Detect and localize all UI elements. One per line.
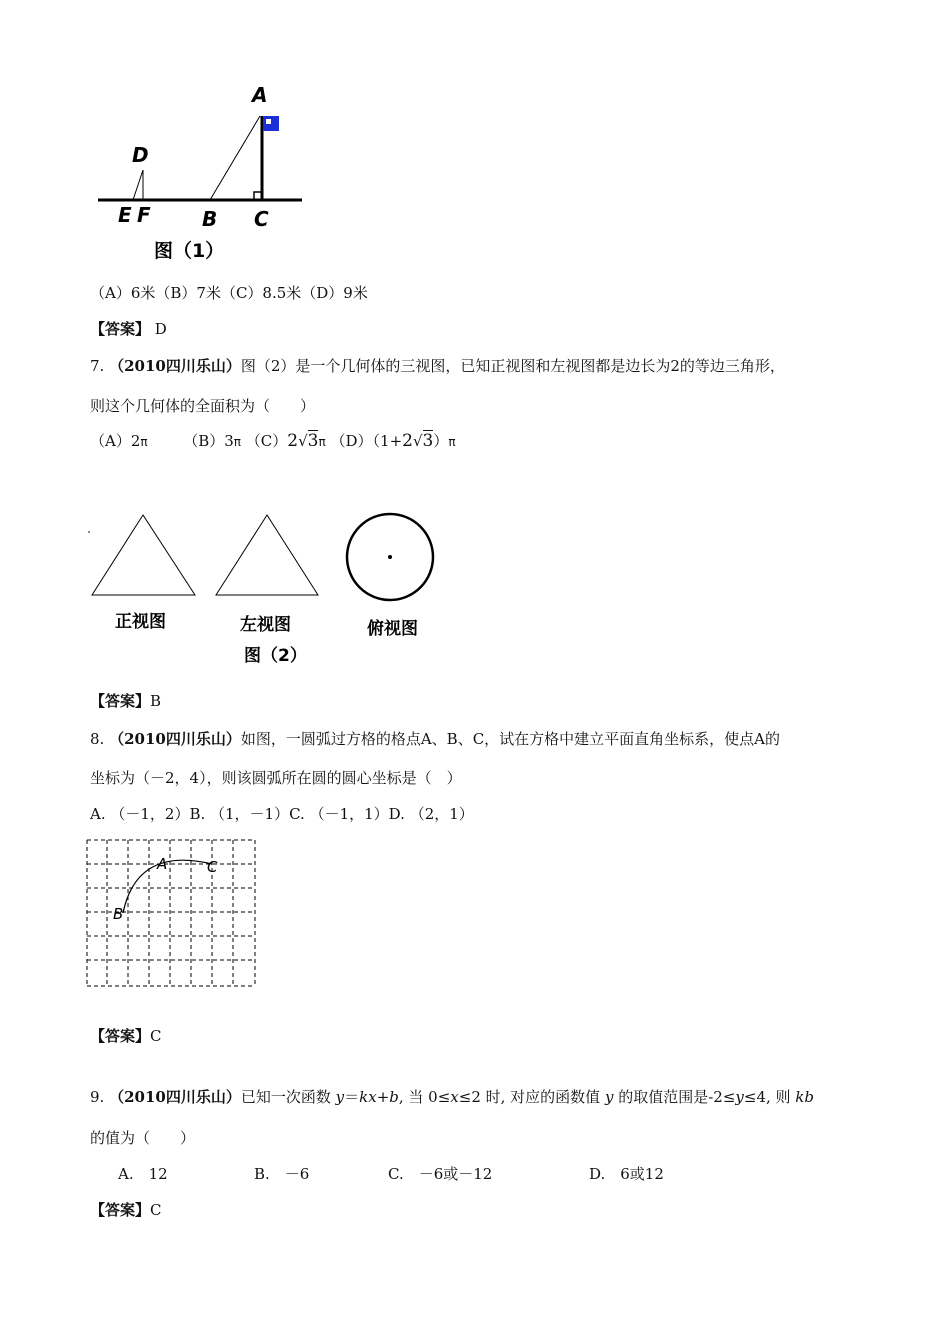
q9-text: + — [376, 1088, 390, 1106]
circular-arc — [123, 860, 212, 913]
answer-value: C — [150, 1201, 162, 1219]
label-C: C — [254, 207, 269, 231]
radicand: 3 — [422, 431, 434, 451]
sqrt-sign: √ — [412, 432, 423, 450]
left-view-triangle — [216, 515, 318, 595]
q8-line1 — [90, 728, 780, 749]
q7-line1 — [90, 355, 785, 376]
q9-text: ≤2 时, 对应的函数值 — [458, 1088, 605, 1106]
small-hyp-line — [133, 170, 143, 200]
q7-opt-b: （B）3 — [183, 432, 234, 450]
q9-text: ≤4, 则 — [743, 1088, 796, 1106]
figure-1-diagram — [90, 80, 320, 270]
var-x: x — [450, 1088, 459, 1106]
q9-answer — [90, 1199, 162, 1220]
label-E: E — [118, 203, 132, 227]
var-b: b — [389, 1088, 399, 1106]
q7-opt-d-close: ） — [433, 432, 449, 450]
q7-opt-a: （A）2 — [90, 432, 141, 450]
top-view-label: 俯视图 — [367, 619, 418, 639]
hypotenuse-line — [210, 116, 260, 200]
q9-number: 9. — [90, 1088, 105, 1106]
coef: 2 — [402, 431, 413, 451]
q9-opt-d: D. 6或12 — [589, 1165, 664, 1183]
q9-opt-c: C. －6或－12 — [388, 1165, 493, 1183]
q9-text: 已知一次函数 — [240, 1088, 336, 1106]
coef: 2 — [287, 431, 299, 451]
q9-line1 — [90, 1086, 814, 1107]
figure-1-caption: 图（1） — [154, 240, 225, 262]
q7-options — [90, 430, 456, 451]
pi-symbol: π — [448, 435, 456, 449]
var-kx: kx — [359, 1088, 377, 1106]
top-view-center-dot — [388, 555, 392, 559]
sqrt-sign: √ — [298, 432, 308, 450]
grid-label-B: B — [113, 905, 124, 923]
var-y: y — [735, 1088, 744, 1106]
q8-source: （2010四川乐山） — [109, 730, 241, 748]
q6-answer — [90, 318, 167, 339]
label-F: F — [137, 203, 151, 227]
q9-text: 的取值范围是-2≤ — [613, 1088, 736, 1106]
q9-text: ＝ — [344, 1088, 360, 1106]
label-A: A — [252, 83, 268, 107]
q9-text: , 当 0≤ — [398, 1088, 451, 1106]
q7-opt-d: （D）（1+ — [330, 432, 403, 450]
q7-answer — [90, 690, 161, 711]
q6-options: （A）6米（B）7米（C）8.5米（D）9米 — [90, 284, 368, 302]
label-B: B — [202, 207, 218, 231]
q8-options: A. （－1，2）B. （1，－1）C. （－1，1）D. （2，1） — [90, 805, 474, 823]
q8-line2: 坐标为（－2，4），则该圆弧所在圆的圆心坐标是（ ） — [90, 769, 462, 787]
var-y: y — [335, 1088, 345, 1106]
answer-value: B — [150, 692, 162, 710]
var-y: y — [604, 1088, 614, 1106]
q8-grid-figure — [85, 836, 260, 996]
pi-symbol: π — [318, 435, 326, 449]
answer-value: C — [150, 1027, 162, 1045]
q9-line2: 的值为（ ） — [90, 1129, 196, 1147]
answer-label: 【答案】 — [90, 692, 151, 710]
figure-2-views — [85, 505, 455, 675]
q9-source: （2010四川乐山） — [109, 1088, 241, 1106]
label-D: D — [132, 143, 149, 167]
q7-number: 7. — [90, 357, 105, 375]
q9-opt-b: B. －6 — [254, 1165, 310, 1183]
grid-label-A: A — [157, 855, 168, 873]
answer-label: 【答案】 — [90, 1027, 151, 1045]
q9-opt-a: A. 12 — [118, 1165, 168, 1183]
front-view-label: 正视图 — [115, 612, 166, 632]
answer-label: 【答案】 — [90, 320, 151, 338]
front-view-triangle — [92, 515, 195, 595]
q7-opt-c: （C） — [245, 432, 288, 450]
answer-label: 【答案】 — [90, 1201, 151, 1219]
grid-label-C: C — [207, 858, 218, 876]
q8-number: 8. — [90, 730, 105, 748]
figure-2-caption: 图（2） — [244, 646, 307, 666]
q7-line2: 则这个几何体的全面积为（ ） — [90, 397, 316, 415]
q8-stem-1: 如图，一圆弧过方格的格点A、B、C，试在方格中建立平面直角坐标系，使点A的 — [240, 730, 781, 748]
pi-symbol: π — [140, 435, 148, 449]
answer-value: D — [154, 320, 167, 338]
var-kb: kb — [795, 1088, 814, 1106]
q8-answer — [90, 1025, 162, 1046]
q7-source: （2010四川乐山） — [109, 357, 241, 375]
pi-symbol: π — [233, 435, 241, 449]
q7-stem-1: 图（2）是一个几何体的三视图，已知正视图和左视图都是边长为2的等边三角形， — [240, 357, 785, 375]
left-view-label: 左视图 — [240, 615, 291, 635]
radicand: 3 — [307, 431, 319, 451]
